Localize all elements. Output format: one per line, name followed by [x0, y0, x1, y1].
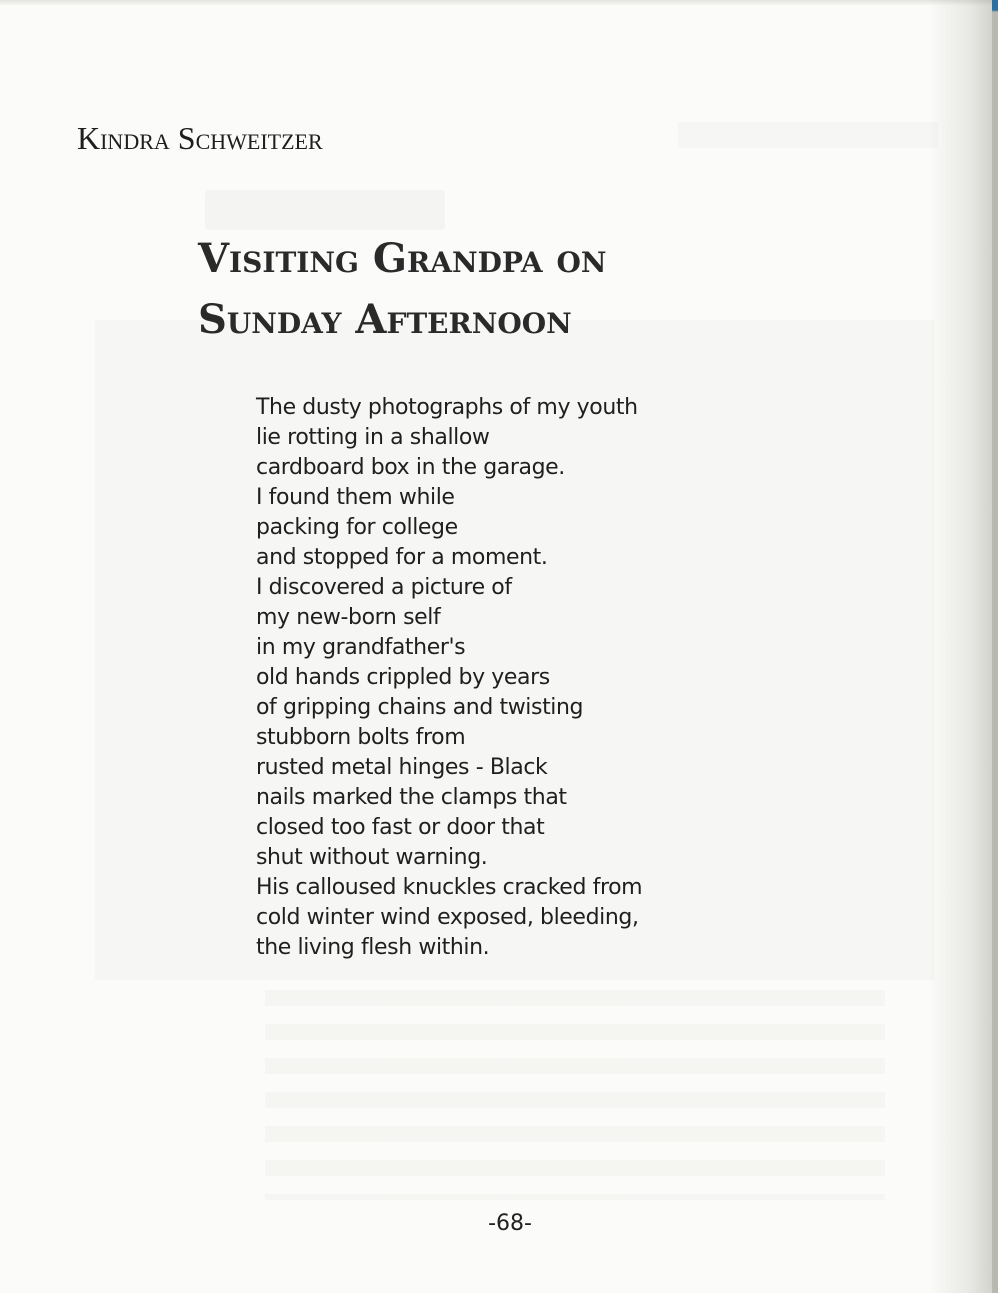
poem-line: nails marked the clamps that [256, 785, 567, 810]
poem-line: I discovered a picture of [256, 575, 512, 600]
page-right-edge [992, 0, 998, 1293]
page-top-edge [0, 0, 998, 6]
bleed-through-title [205, 190, 445, 230]
bleed-through-header [678, 122, 938, 148]
poem-line: I found them while [256, 485, 455, 510]
poem-line: my new-born self [256, 605, 441, 630]
poem-line: and stopped for a moment. [256, 545, 548, 570]
poem-line: closed too fast or door that [256, 815, 545, 840]
page-number: -68- [488, 1211, 532, 1236]
poem-line: the living flesh within. [256, 935, 490, 960]
bleed-through-text [265, 990, 885, 1200]
poem-line: in my grandfather's [256, 635, 466, 660]
poem-line: The dusty photographs of my youth [256, 395, 638, 420]
poem-line: of gripping chains and twisting [256, 695, 584, 720]
poem-body [256, 393, 642, 963]
poem-title-line-1: Visiting Grandpa on [198, 235, 607, 282]
poem-title-line-2: Sunday Afternoon [198, 296, 572, 343]
poem-line: His calloused knuckles cracked from [256, 875, 643, 900]
poem-line: stubborn bolts from [256, 725, 466, 750]
poem-line: rusted metal hinges - Black [256, 755, 548, 780]
poem-line: shut without warning. [256, 845, 488, 870]
poem-line: cold winter wind exposed, bleeding, [256, 905, 639, 930]
poem-line: cardboard box in the garage. [256, 455, 565, 480]
poem-line: old hands crippled by years [256, 665, 550, 690]
poem-title [198, 228, 607, 350]
poem-line: packing for college [256, 515, 458, 540]
poem-line: lie rotting in a shallow [256, 425, 490, 450]
author-name: Kindra Schweitzer [77, 120, 323, 156]
